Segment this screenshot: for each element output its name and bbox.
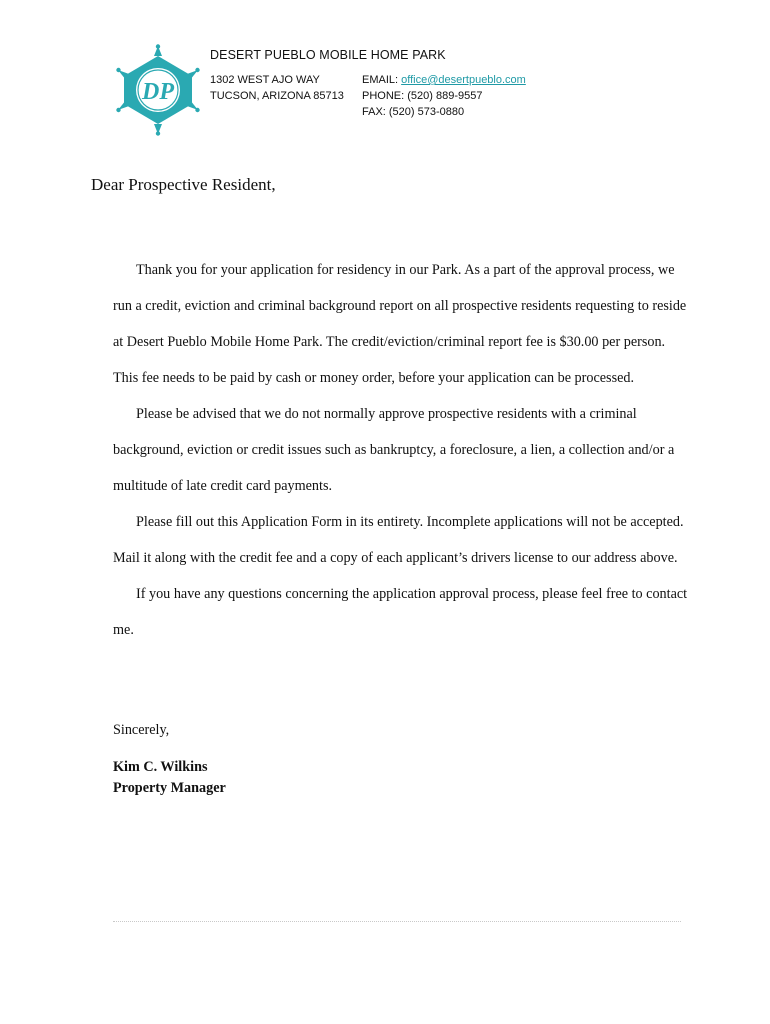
logo-monogram: DP <box>142 79 174 105</box>
salutation: Dear Prospective Resident, <box>91 175 276 194</box>
email-link[interactable]: office@desertpueblo.com <box>401 74 526 86</box>
paragraph-fee: Thank you for your application for residency in our Park. As a part of the approval process, we run a credit, eviction and criminal background report on all prospective residents requesting to reside at Desert Pueblo Mobile Home Park. The credit/eviction/criminal report fee is $30.00 per person. This fee needs to be paid by cash or money order, before your application can be processed. <box>113 262 687 386</box>
footer-divider <box>113 921 681 922</box>
email-line <box>362 72 526 88</box>
paragraph-contact: If you have any questions concerning the application approval process, please feel free to contact me. <box>113 586 688 638</box>
email-label: EMAIL: <box>362 74 402 86</box>
closing: Sincerely, <box>113 722 170 738</box>
phone-number: PHONE: (520) 889-9557 <box>362 90 483 102</box>
street-address: 1302 WEST AJO WAY <box>210 74 320 86</box>
fax-number: FAX: (520) 573-0880 <box>362 106 465 118</box>
letter-body <box>113 252 688 648</box>
signer-title: Property Manager <box>113 780 226 796</box>
signer-name: Kim C. Wilkins <box>113 759 208 775</box>
paragraph-instructions: Please fill out this Application Form in its entirety. Incomplete applications will not be accepted. Mail it along with the credit fee and a copy of each applicant’s drivers license to our address above. <box>113 514 684 566</box>
park-name: DESERT PUEBLO MOBILE HOME PARK <box>210 48 446 62</box>
paragraph-approval-criteria: Please be advised that we do not normally approve prospective residents with a criminal background, eviction or credit issues such as bankruptcy, a foreclosure, a lien, a collection and/or a multitude of late credit card payments. <box>113 406 675 494</box>
park-logo <box>116 44 200 136</box>
city-state-zip: TUCSON, ARIZONA 85713 <box>210 90 344 102</box>
